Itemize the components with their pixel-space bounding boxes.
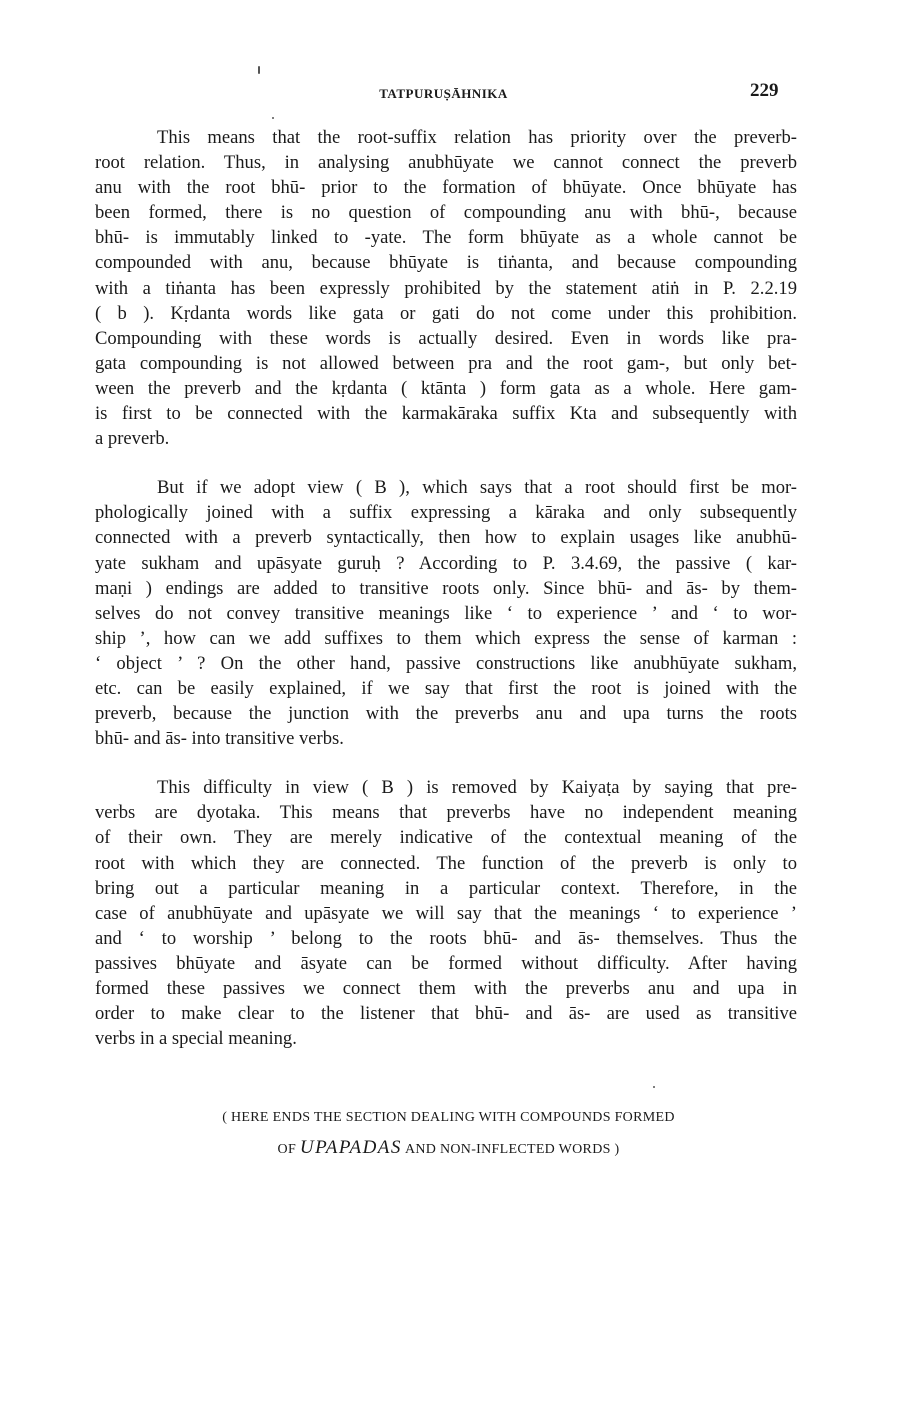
- text-line: formed these passives we connect them with the preverbs anu and upa in: [95, 978, 797, 999]
- text-line: passives bhūyate and āsyate can be formed without difficulty. After having: [95, 952, 797, 974]
- text-line: case of anubhūyate and upāsyate we will say that the meanings ‘ to experience ’: [95, 902, 797, 924]
- text-line: etc. can be easily explained, if we say that first the root is joined with the: [95, 677, 797, 699]
- text-line: ( b ). Kṛdanta words like gata or gati do not come under this prohibition.: [95, 302, 797, 324]
- section-end-note: [0, 1103, 897, 1165]
- text-line: bhū- is immutably linked to -yate. The form bhūyate as a whole cannot be: [95, 227, 797, 249]
- section-end-note-of: OF: [277, 1142, 297, 1157]
- text-line: Compounding with these words is actually desired. Even in words like pra-: [95, 327, 797, 349]
- text-line: been formed, there is no question of compounding anu with bhū-, because: [95, 202, 797, 224]
- section-end-note-line-1: ( HERE ENDS THE SECTION DEALING WITH COMPOUNDS FORMED: [222, 1110, 675, 1125]
- text-line: This difficulty in view ( B ) is removed by Kaiyaṭa by saying that pre-: [157, 777, 797, 799]
- text-line: ‘ object ’ ? On the other hand, passive constructions like anubhūyate sukham,: [95, 652, 797, 674]
- scan-speck: [272, 117, 274, 119]
- scan-speck: [258, 66, 260, 74]
- text-line: connected with a preverb syntactically, then how to explain usages like anubhū-: [95, 527, 797, 549]
- text-line: preverb, because the junction with the preverbs anu and upa turns the roots: [95, 703, 797, 725]
- text-line: anu with the root bhū- prior to the formation of bhūyate. Once bhūyate has: [95, 177, 797, 199]
- body-text: [95, 125, 797, 1051]
- text-line: verbs are dyotaka. This means that preverbs have no independent meaning: [95, 802, 797, 824]
- text-line: verbs in a special meaning.: [95, 1028, 297, 1050]
- text-line: of their own. They are merely indicative of the contextual meaning of the: [95, 827, 797, 849]
- section-end-note-upapadas: UPAPADAS: [299, 1137, 402, 1158]
- text-line: ween the preverb and the kṛdanta ( ktānta ) form gata as a whole. Here gam-: [95, 377, 797, 399]
- text-line: gata compounding is not allowed between pra and the root gam-, but only bet-: [95, 352, 797, 374]
- text-line: yate sukham and upāsyate guruḥ ? According to P. 3.4.69, the passive ( kar-: [95, 552, 797, 574]
- text-line: and ‘ to worship ’ belong to the roots bhū- and ās- themselves. Thus the: [95, 927, 797, 949]
- section-end-note-line-2: [0, 1133, 897, 1165]
- text-line: This means that the root-suffix relation has priority over the preverb-: [157, 127, 797, 148]
- scan-speck: [653, 1086, 655, 1088]
- text-line: ship ’, how can we add suffixes to them which express the sense of karman :: [95, 627, 797, 649]
- text-line: bring out a particular meaning in a particular context. Therefore, in the: [95, 877, 797, 899]
- text-line: bhū- and ās- into transitive verbs.: [95, 728, 344, 750]
- text-line: a preverb.: [95, 428, 170, 450]
- text-line: order to make clear to the listener that bhū- and ās- are used as transitive: [95, 1003, 797, 1025]
- paragraph-3: [95, 775, 797, 1051]
- text-line: maṇi ) endings are added to transitive roots only. Since bhū- and ās- by them-: [95, 577, 797, 599]
- page-number: 229: [750, 80, 779, 101]
- running-title-text: TATPURUṢĀHNIKA: [379, 86, 508, 101]
- text-line: root with which they are connected. The function of the preverb is only to: [95, 852, 797, 874]
- text-line: But if we adopt view ( B ), which says that a root should first be mor-: [157, 477, 797, 499]
- text-line: root relation. Thus, in analysing anubhūyate we cannot connect the preverb: [95, 152, 797, 174]
- text-line: phologically joined with a suffix expressing a kāraka and only subsequently: [95, 502, 797, 524]
- paragraph-2: [95, 475, 797, 751]
- text-line: selves do not convey transitive meanings like ‘ to experience ’ and ‘ to wor-: [95, 602, 797, 624]
- paragraph-1: [95, 125, 797, 451]
- text-line: compounded with anu, because bhūyate is tiṅanta, and because compounding: [95, 252, 797, 274]
- text-line: is first to be connected with the karmakāraka suffix Kta and subsequently with: [95, 403, 797, 425]
- section-end-note-rest: AND NON-INFLECTED WORDS ): [404, 1142, 620, 1157]
- text-line: with a tiṅanta has been expressly prohibited by the statement atiṅ in P. 2.2.19: [95, 277, 797, 299]
